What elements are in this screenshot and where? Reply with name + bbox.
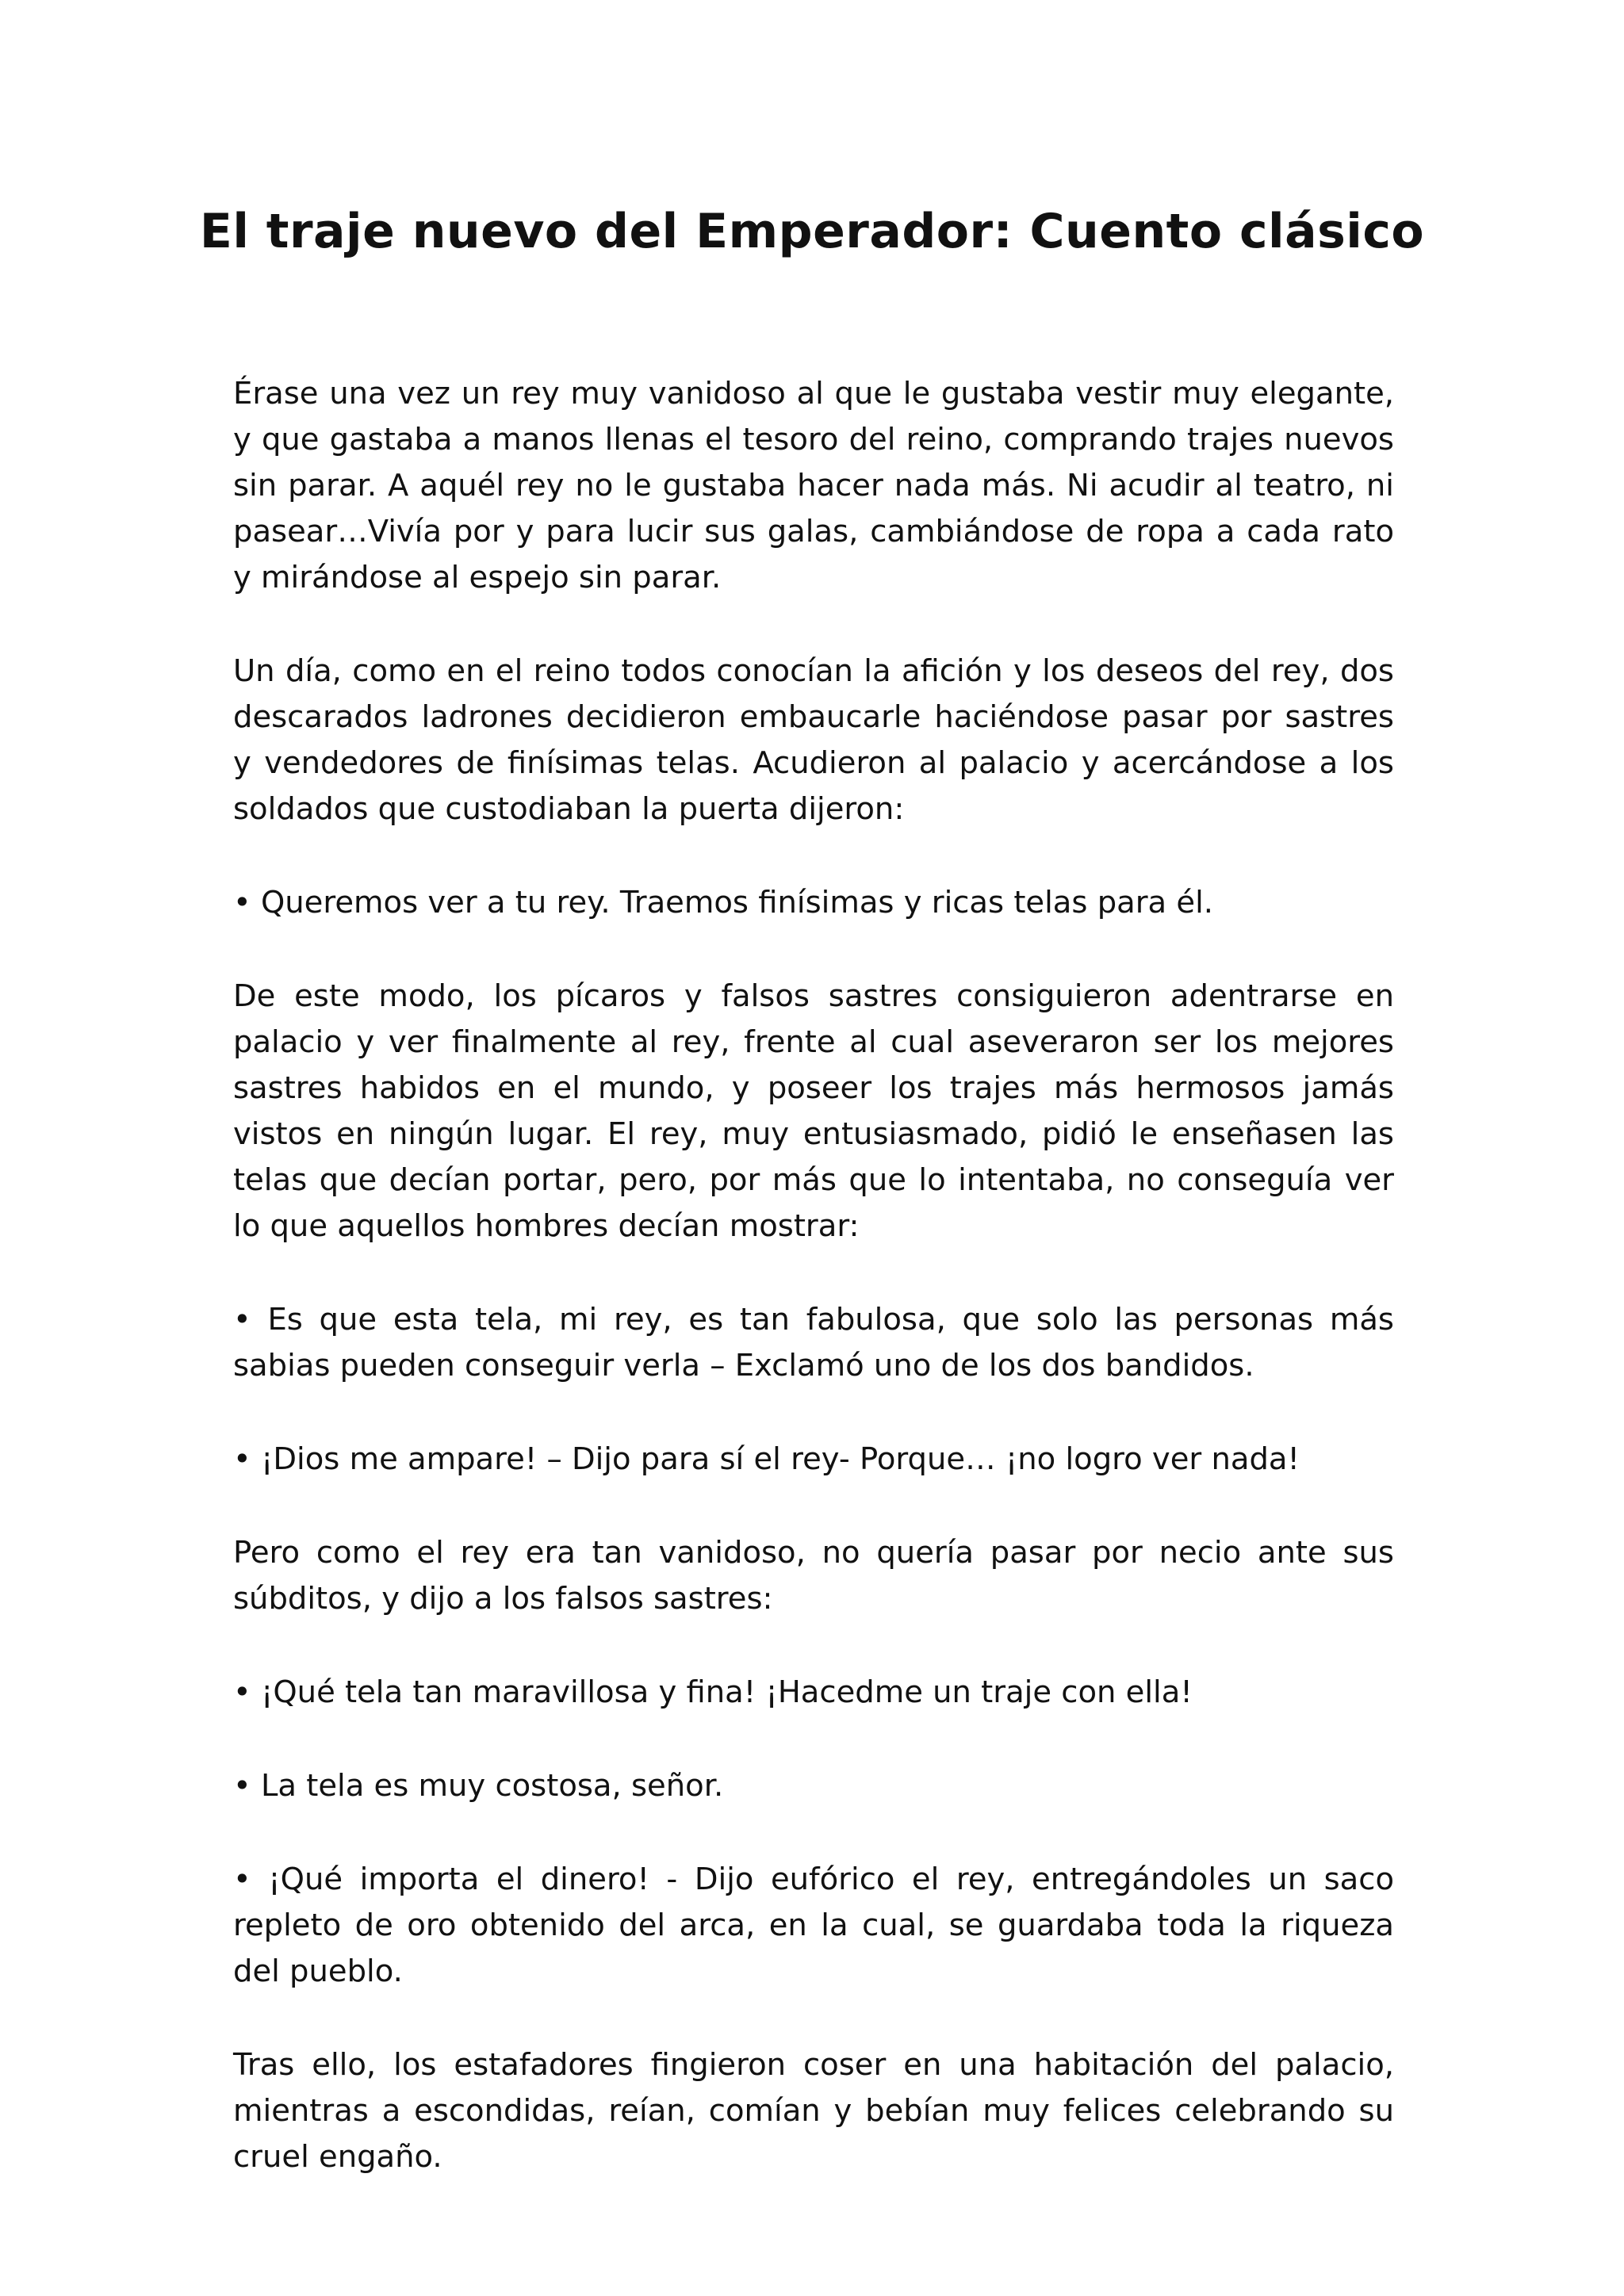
paragraph-2: Un día, como en el reino todos conocían la afición y los deseos del rey, dos descarados ladrones decidieron embaucarle haciéndose pasar por sastres y vendedores de finísimas telas. Acudieron al palacio y acercándose a los soldados que custodiaban la puerta dijeron:	[233, 653, 1394, 827]
dialogue-line-3: • ¡Dios me ampare! – Dijo para sí el rey- Porque… ¡no logro ver nada!	[233, 1441, 1300, 1477]
page-title: El traje nuevo del Emperador: Cuento clásico	[199, 204, 1425, 259]
paragraph-4: Pero como el rey era tan vanidoso, no quería pasar por necio ante sus súbditos, y dijo a los falsos sastres:	[233, 1535, 1394, 1617]
story-body	[233, 371, 1394, 2228]
dialogue-line-1: • Queremos ver a tu rey. Traemos finísimas y ricas telas para él.	[233, 885, 1214, 920]
dialogue-line-5: • La tela es muy costosa, señor.	[233, 1768, 724, 1804]
paragraph-5: Tras ello, los estafadores fingieron coser en una habitación del palacio, mientras a escondidas, reían, comían y bebían muy felices celebrando su cruel engaño.	[233, 2047, 1394, 2175]
dialogue-line-2: • Es que esta tela, mi rey, es tan fabulosa, que solo las personas más sabias pueden conseguir verla – Exclamó uno de los dos bandidos.	[233, 1302, 1394, 1383]
dialogue-line-4: • ¡Qué tela tan maravillosa y fina! ¡Hacedme un traje con ella!	[233, 1674, 1193, 1710]
dialogue-line-6: • ¡Qué importa el dinero! - Dijo eufórico el rey, entregándoles un saco repleto de oro obtenido del arca, en la cual, se guardaba toda la riqueza del pueblo.	[233, 1862, 1394, 1989]
paragraph-1: Érase una vez un rey muy vanidoso al que le gustaba vestir muy elegante, y que gastaba a manos llenas el tesoro del reino, comprando trajes nuevos sin parar. A aquél rey no le gustaba hacer nada más. Ni acudir al teatro, ni pasear…Vivía por y para lucir sus galas, cambiándose de ropa a cada rato y mirándose al espejo sin parar.	[233, 376, 1394, 595]
paragraph-3: De este modo, los pícaros y falsos sastres consiguieron adentrarse en palacio y ver finalmente al rey, frente al cual aseveraron ser los mejores sastres habidos en el mundo, y poseer los trajes más hermosos jamás vistos en ningún lugar. El rey, muy entusiasmado, pidió le enseñasen las telas que decían portar, pero, por más que lo intentaba, no conseguía ver lo que aquellos hombres decían mostrar:	[233, 978, 1394, 1244]
